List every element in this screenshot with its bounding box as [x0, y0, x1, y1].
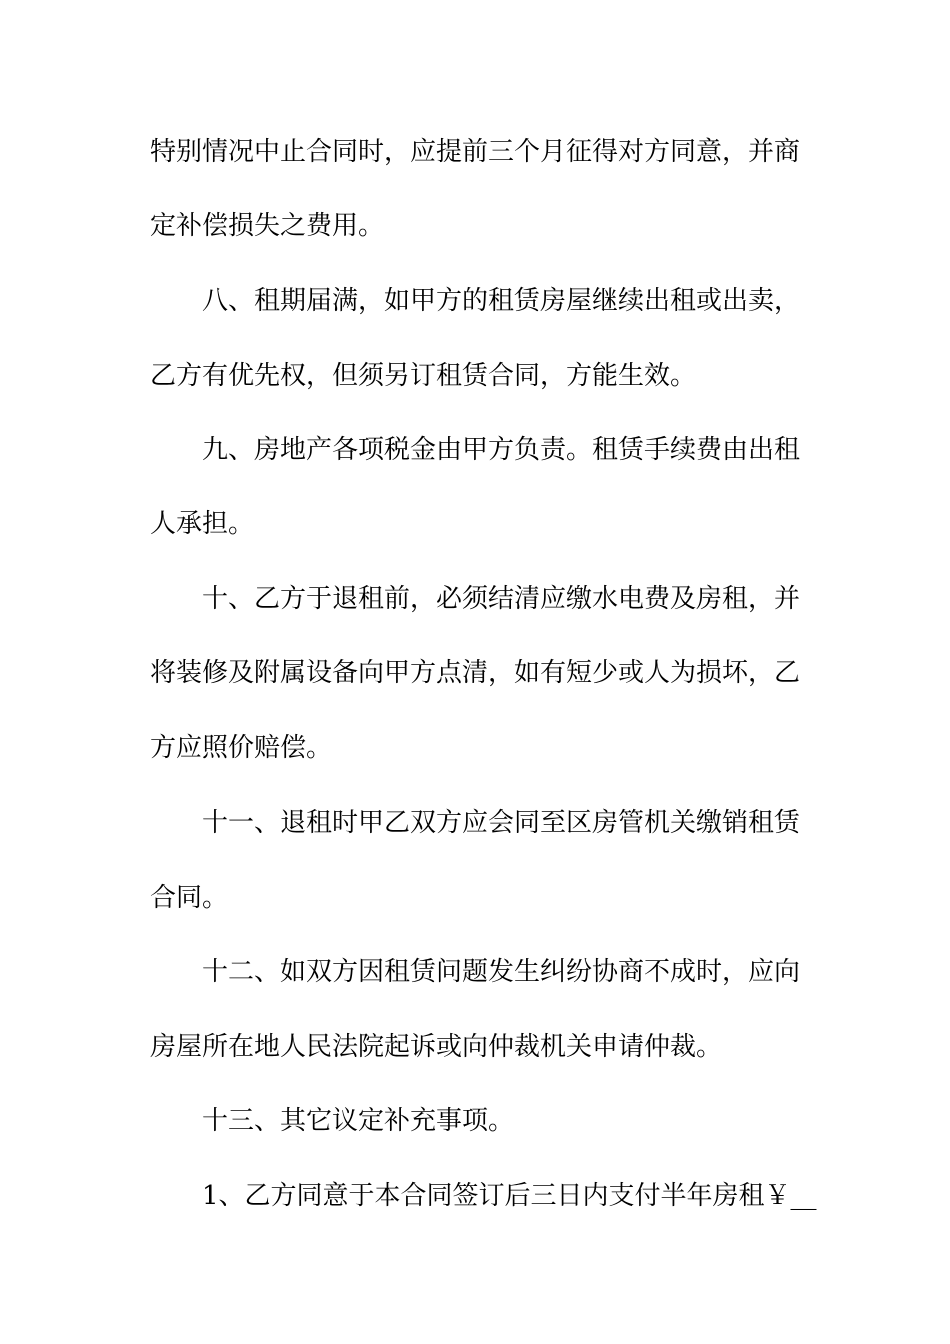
clause-13-line-1: 十三、其它议定补充事项。 — [202, 1106, 515, 1136]
clause-8-line-2: 乙方有优先权，但须另订租赁合同，方能生效。 — [150, 361, 697, 391]
clause-10-line-2: 将装修及附属设备向甲方点清，如有短少或人为损坏，乙 — [150, 658, 801, 688]
clause-11-line-1: 十一、退租时甲乙双方应会同至区房管机关缴销租赁 — [202, 808, 801, 838]
clause-12-line-2: 房屋所在地人民法院起诉或向仲裁机关申请仲裁。 — [150, 1032, 723, 1062]
clause-9-line-1: 九、房地产各项税金由甲方负责。租赁手续费由出租 — [202, 435, 801, 465]
clause-10-line-3: 方应照价赔偿。 — [150, 733, 333, 763]
text-line-2: 定补偿损失之费用。 — [150, 211, 385, 241]
clause-8-line-1: 八、租期届满，如甲方的租赁房屋继续出租或出卖， — [202, 286, 801, 316]
clause-12-line-1: 十二、如双方因租赁问题发生纠纷协商不成时，应向 — [202, 957, 801, 987]
supplement-1-line-1: 1、乙方同意于本合同签订后三日内支付半年房租￥__ — [202, 1181, 817, 1211]
clause-10-line-1: 十、乙方于退租前，必须结清应缴水电费及房租，并 — [202, 584, 801, 614]
clause-9-line-2: 人承担。 — [150, 509, 255, 539]
text-line-1: 特别情况中止合同时，应提前三个月征得对方同意，并商 — [150, 137, 801, 167]
clause-11-line-2: 合同。 — [150, 883, 229, 913]
